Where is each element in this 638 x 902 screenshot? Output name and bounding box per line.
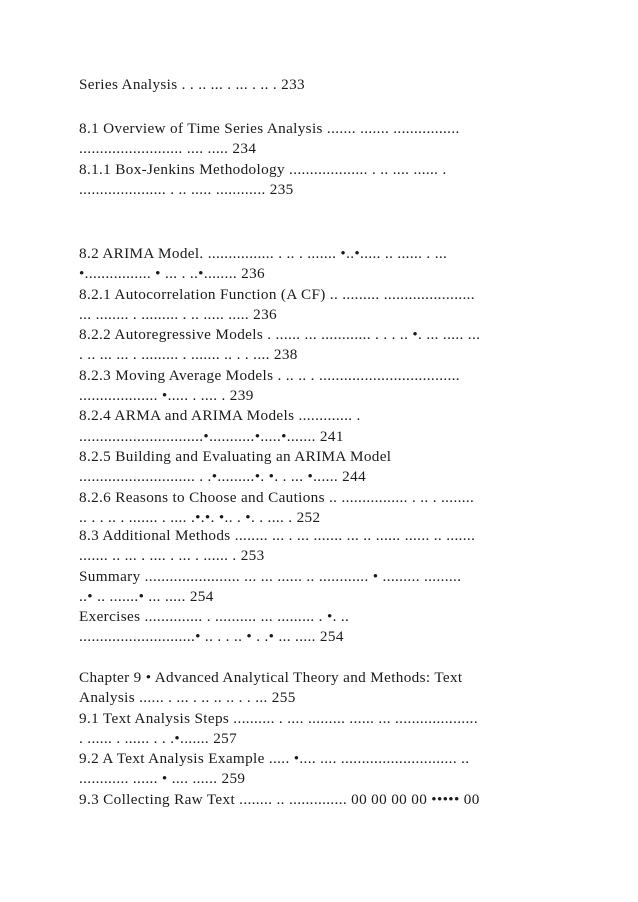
- toc-line: .. . . .. . ....... . .... .•.•. •.. . •. . .... . 252: [79, 508, 321, 526]
- toc-line: 8.1 Overview of Time Series Analysis ....... ....... ................: [79, 120, 460, 137]
- toc-block-section-8-2: [79, 244, 569, 528]
- toc-line: ... ........ . ......... . .. ..... ..... 236: [79, 305, 277, 323]
- toc-line: ................... •..... . .... . 239: [79, 387, 254, 405]
- toc-line: Chapter 9 • Advanced Analytical Theory and Methods: Text: [79, 669, 463, 686]
- toc-line: 8.2.6 Reasons to Choose and Cautions .. ................ . .. . ........: [79, 488, 475, 506]
- toc-line: ............................ . .•.........•. •. . ... •...... 244: [79, 468, 367, 486]
- toc-block-section-8-1: [79, 119, 569, 200]
- toc-block-chapter-tail: [79, 75, 569, 95]
- toc-line: ............ ...... • .... ...... 259: [79, 770, 246, 788]
- toc-line: 8.2.5 Building and Evaluating an ARIMA Model: [79, 447, 392, 465]
- toc-line: 9.1 Text Analysis Steps .......... . .... ......... ...... ... ....................: [79, 709, 478, 727]
- toc-line: 8.3 Additional Methods ........ ... . ... ....... ... .. ...... ...... .. .......: [79, 527, 476, 544]
- toc-line: Analysis ...... . ... . .. .. .. . . ... 255: [79, 689, 296, 707]
- toc-line: Series Analysis . . .. ... . ... . .. . 233: [79, 76, 305, 93]
- toc-line: 8.2.3 Moving Average Models . .. .. . ..................................: [79, 366, 460, 384]
- toc-line: 8.2.4 ARMA and ARIMA Models ............. .: [79, 407, 361, 425]
- toc-line: ............................• .. . . .. • . .• ... ..... 254: [79, 628, 344, 646]
- toc-line: 8.2.2 Autoregressive Models . ...... ... ............ . . . .. •. ... ..... ...: [79, 326, 481, 344]
- toc-line: 8.2.1 Autocorrelation Function (A CF) .. ......... ......................: [79, 285, 475, 303]
- toc-line: ....... .. ... . .... . ... . ...... . 253: [79, 547, 265, 565]
- toc-line: Exercises .............. . .......... ... ......... . •. ..: [79, 608, 350, 626]
- toc-line: . ...... . ...... . . .•....... 257: [79, 729, 238, 747]
- toc-line: 9.2 A Text Analysis Example ..... •.... .... ............................ ..: [79, 750, 470, 768]
- toc-block-chapter-9: [79, 668, 569, 810]
- toc-line: ......................... .... ..... 234: [79, 140, 257, 158]
- toc-line: ..................... . .. ..... ............ 235: [79, 180, 294, 198]
- toc-line: 9.3 Collecting Raw Text ........ .. .............. 00 00 00 00 ••••• 00: [79, 790, 480, 808]
- toc-line: ..............................•...........•.....•....... 241: [79, 427, 344, 445]
- toc-line: ..• .. .......• ... ..... 254: [79, 587, 214, 605]
- toc-line: Summary ....................... ... ... ...... .. ............ • ......... .........: [79, 567, 462, 585]
- toc-block-section-8-3: [79, 526, 569, 648]
- toc-line: 8.2 ARIMA Model. ................ . .. . ....... •..•..... .. ...... . ...: [79, 245, 448, 262]
- toc-line: 8.1.1 Box-Jenkins Methodology ................... . .. .... ...... .: [79, 160, 447, 178]
- toc-line: . .. ... ... . ......... . ....... .. . . .... 238: [79, 346, 298, 364]
- toc-line: •................ • ... . ..•........ 236: [79, 265, 265, 283]
